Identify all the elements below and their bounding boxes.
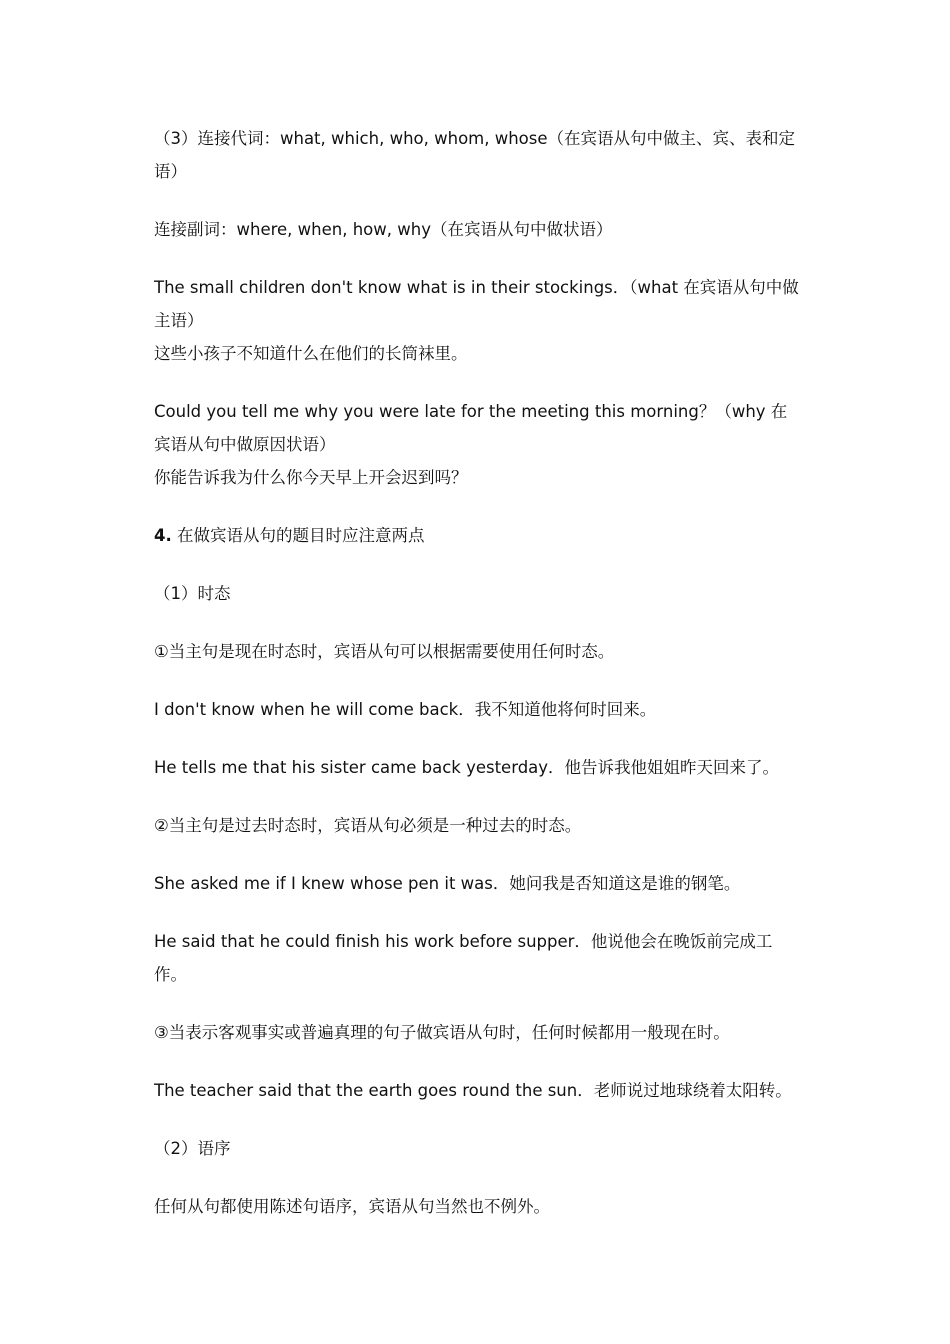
subheading-word-order: （2）语序 [154, 1139, 231, 1158]
paragraph-connective-adverbs: 连接副词：where, when, how, why（在宾语从句中做状语） [154, 220, 613, 239]
rule-present-tense: ①当主句是现在时态时，宾语从句可以根据需要使用任何时态。 [154, 642, 615, 661]
example-supper: He said that he could finish his work before supper．他说他会在晚饭前完成工作。 [154, 932, 773, 984]
document-body [154, 122, 800, 1248]
example-sentence-stockings: The small children don't know what is in their stockings．（what 在宾语从句中做主语） [154, 278, 799, 330]
translation-stockings: 这些小孩子不知道什么在他们的长筒袜里。 [154, 344, 468, 363]
rule-word-order: 任何从句都使用陈述句语序，宾语从句当然也不例外。 [154, 1197, 550, 1216]
example-come-back: I don't know when he will come back．我不知道他将何时回来。 [154, 700, 657, 719]
paragraph-connective-pronouns: （3）连接代词：what, which, who, whom, whose（在宾语从句中做主、宾、表和定语） [154, 129, 796, 181]
subheading-tense: （1）时态 [154, 584, 231, 603]
example-sentence-meeting: Could you tell me why you were late for the meeting this morning？（why 在宾语从句中做原因状语） [154, 402, 788, 454]
section-title: 在做宾语从句的题目时应注意两点 [177, 526, 425, 545]
rule-past-tense: ②当主句是过去时态时，宾语从句必须是一种过去的时态。 [154, 816, 582, 835]
example-earth-sun: The teacher said that the earth goes round the sun．老师说过地球绕着太阳转。 [154, 1081, 792, 1100]
example-sister: He tells me that his sister came back yesterday．他告诉我他姐姐昨天回来了。 [154, 758, 780, 777]
example-whose-pen: She asked me if I knew whose pen it was．她问我是否知道这是谁的钢笔。 [154, 874, 741, 893]
section-heading-4 [154, 519, 800, 552]
translation-meeting: 你能告诉我为什么你今天早上开会迟到吗？ [154, 468, 468, 487]
section-number: 4. [154, 526, 172, 545]
rule-universal-truth: ③当表示客观事实或普遍真理的句子做宾语从句时，任何时候都用一般现在时。 [154, 1023, 730, 1042]
